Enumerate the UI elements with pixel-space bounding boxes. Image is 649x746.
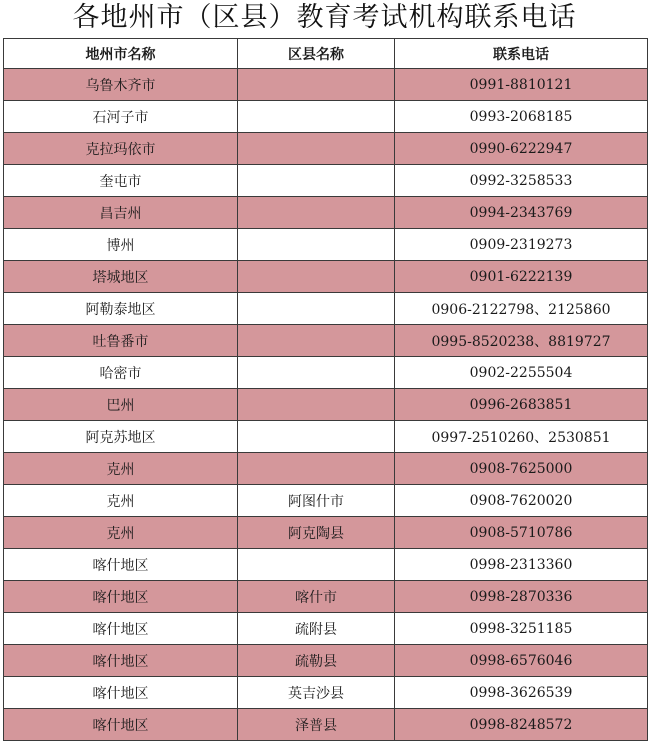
phone-cell: 0995-8520238、8819727: [395, 325, 648, 357]
table-row: [4, 421, 648, 453]
column-header-prefecture: 地州市名称: [4, 39, 238, 69]
table-row: [4, 677, 648, 709]
phone-cell: 0990-6222947: [395, 133, 648, 165]
page-title: 各地州市（区县）教育考试机构联系电话: [72, 2, 577, 33]
county-cell: [238, 197, 395, 229]
table-row: [4, 261, 648, 293]
prefecture-cell: 喀什地区: [4, 613, 238, 645]
prefecture-cell: 阿勒泰地区: [4, 293, 238, 325]
prefecture-cell: 克拉玛依市: [4, 133, 238, 165]
prefecture-cell: 喀什地区: [4, 677, 238, 709]
column-header-county: 区县名称: [238, 39, 395, 69]
table-row: [4, 325, 648, 357]
county-cell: 疏附县: [238, 613, 395, 645]
phone-cell: 0998-8248572: [395, 709, 648, 741]
prefecture-cell: 阿克苏地区: [4, 421, 238, 453]
prefecture-cell: 博州: [4, 229, 238, 261]
phone-cell: 0996-2683851: [395, 389, 648, 421]
phone-cell: 0991-8810121: [395, 69, 648, 101]
county-cell: [238, 357, 395, 389]
phone-cell: 0901-6222139: [395, 261, 648, 293]
table-row: [4, 69, 648, 101]
table-body: [4, 69, 648, 741]
county-cell: [238, 389, 395, 421]
table-row: [4, 389, 648, 421]
prefecture-cell: 哈密市: [4, 357, 238, 389]
table-row: [4, 453, 648, 485]
county-cell: 泽普县: [238, 709, 395, 741]
county-cell: [238, 293, 395, 325]
prefecture-cell: 喀什地区: [4, 645, 238, 677]
phone-cell: 0998-2313360: [395, 549, 648, 581]
table-row: [4, 549, 648, 581]
county-cell: 喀什市: [238, 581, 395, 613]
phone-cell: 0998-2870336: [395, 581, 648, 613]
table-row: [4, 229, 648, 261]
county-cell: [238, 101, 395, 133]
phone-cell: 0909-2319273: [395, 229, 648, 261]
phone-cell: 0908-5710786: [395, 517, 648, 549]
table-row: [4, 133, 648, 165]
table-row: [4, 357, 648, 389]
prefecture-cell: 克州: [4, 453, 238, 485]
county-cell: 英吉沙县: [238, 677, 395, 709]
prefecture-cell: 奎屯市: [4, 165, 238, 197]
table-row: [4, 613, 648, 645]
table-row: [4, 165, 648, 197]
prefecture-cell: 乌鲁木齐市: [4, 69, 238, 101]
phone-cell: 0994-2343769: [395, 197, 648, 229]
table-row: [4, 293, 648, 325]
phone-cell: 0908-7620020: [395, 485, 648, 517]
contact-table: [3, 38, 648, 741]
prefecture-cell: 巴州: [4, 389, 238, 421]
phone-cell: 0902-2255504: [395, 357, 648, 389]
phone-cell: 0998-3626539: [395, 677, 648, 709]
table-row: [4, 645, 648, 677]
prefecture-cell: 喀什地区: [4, 581, 238, 613]
phone-cell: 0993-2068185: [395, 101, 648, 133]
prefecture-cell: 克州: [4, 485, 238, 517]
prefecture-cell: 塔城地区: [4, 261, 238, 293]
prefecture-cell: 喀什地区: [4, 709, 238, 741]
phone-cell: 0998-3251185: [395, 613, 648, 645]
county-cell: [238, 549, 395, 581]
prefecture-cell: 喀什地区: [4, 549, 238, 581]
phone-cell: 0908-7625000: [395, 453, 648, 485]
county-cell: [238, 453, 395, 485]
table-header-row: [4, 39, 648, 69]
county-cell: [238, 421, 395, 453]
column-header-phone: 联系电话: [395, 39, 648, 69]
county-cell: [238, 325, 395, 357]
county-cell: [238, 229, 395, 261]
phone-cell: 0992-3258533: [395, 165, 648, 197]
table-row: [4, 709, 648, 741]
phone-cell: 0906-2122798、2125860: [395, 293, 648, 325]
prefecture-cell: 昌吉州: [4, 197, 238, 229]
county-cell: 疏勒县: [238, 645, 395, 677]
table-row: [4, 197, 648, 229]
table-row: [4, 581, 648, 613]
county-cell: [238, 261, 395, 293]
table-row: [4, 101, 648, 133]
county-cell: [238, 165, 395, 197]
phone-cell: 0998-6576046: [395, 645, 648, 677]
prefecture-cell: 吐鲁番市: [4, 325, 238, 357]
county-cell: 阿克陶县: [238, 517, 395, 549]
county-cell: [238, 69, 395, 101]
prefecture-cell: 克州: [4, 517, 238, 549]
county-cell: [238, 133, 395, 165]
table-row: [4, 517, 648, 549]
phone-cell: 0997-2510260、2530851: [395, 421, 648, 453]
county-cell: 阿图什市: [238, 485, 395, 517]
prefecture-cell: 石河子市: [4, 101, 238, 133]
table-row: [4, 485, 648, 517]
